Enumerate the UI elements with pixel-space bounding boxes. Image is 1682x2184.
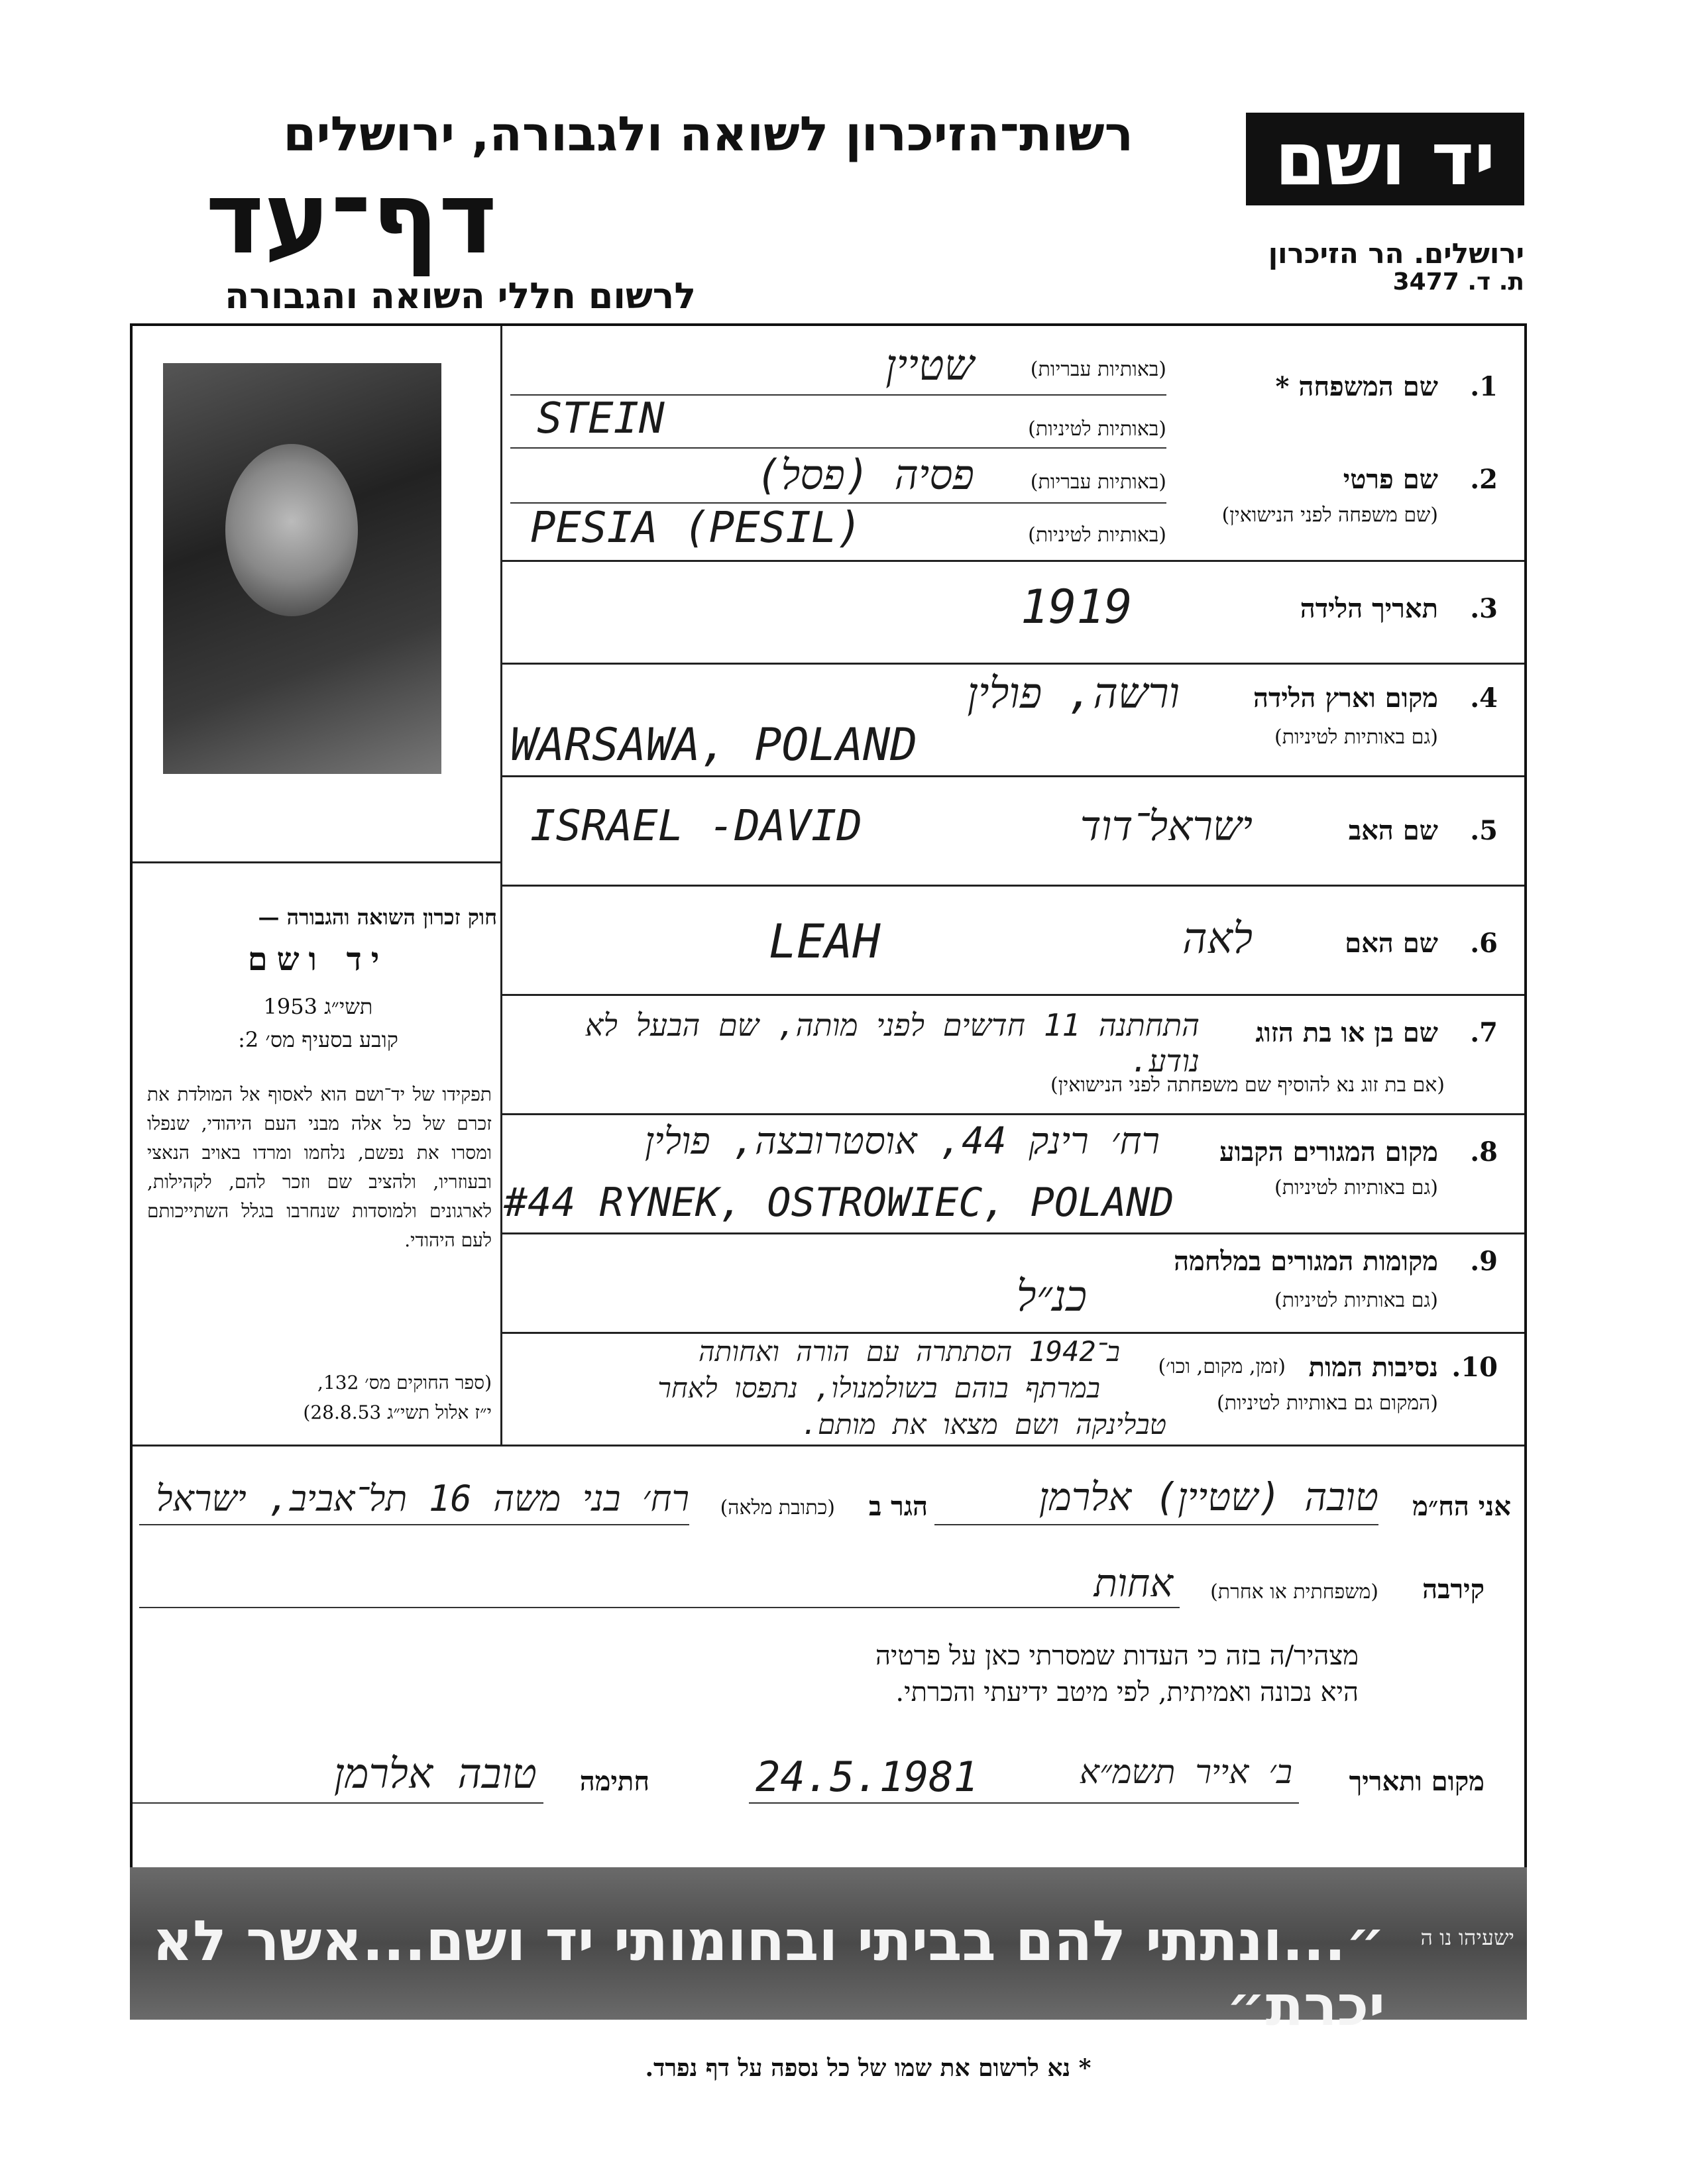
- logo-address: ירושלים. הר הזיכרון: [1268, 237, 1524, 270]
- row-divider: [500, 1232, 1524, 1234]
- relation-hint: (משפחתית או אחרת): [1210, 1580, 1378, 1604]
- field-6-label: שם האם: [1345, 928, 1438, 959]
- field-2-value-hebrew[interactable]: פסיה (פסל): [756, 451, 974, 499]
- field-9-value[interactable]: כנ״ל: [1016, 1272, 1087, 1321]
- footer-quote: ״...ונתתי להם בביתי ובחומותי יד ושם...אשר לא יכרת״: [152, 1908, 1385, 2038]
- field-10-line-2[interactable]: במרתף בוהם בשולמנולו, נתפסו לאחר: [657, 1372, 1100, 1404]
- field-6-value-hebrew[interactable]: לאה: [1182, 914, 1253, 963]
- field-10-number: 10.: [1451, 1352, 1498, 1383]
- law-reference-date: י״ז אלול תשי״ג 28.8.53): [303, 1401, 492, 1423]
- law-reference: (ספר החוקים מס׳ 132,: [317, 1372, 492, 1393]
- field-4-value-latin[interactable]: WARSAWA, POLAND: [510, 719, 918, 771]
- row-divider: [500, 560, 1524, 562]
- field-1-number: 1.: [1470, 371, 1498, 402]
- law-title: חוק זכרון השואה והגבורה —: [258, 904, 497, 930]
- field-7-number: 7.: [1470, 1017, 1498, 1048]
- page-subtitle: לרשום חללי השואה והגבורה: [225, 275, 696, 317]
- field-6-value-latin[interactable]: LEAH: [769, 914, 881, 969]
- field-10-sublabel: (המקום גם באותיות לטיניות): [1216, 1392, 1438, 1415]
- field-1-value-latin[interactable]: STEIN: [537, 394, 665, 443]
- authority-name: רשות־הזיכרון לשואה ולגבורה, ירושלים: [283, 106, 1133, 162]
- field-10-hint: (זמן, מקום, וכו׳): [1158, 1355, 1286, 1378]
- field-4-value-hebrew[interactable]: ורשה, פולין: [967, 669, 1180, 718]
- field-3-number: 3.: [1470, 593, 1498, 624]
- field-2-hint-hebrew: (באותיות עבריות): [1030, 470, 1166, 494]
- law-body: תפקידו של יד־ושם הוא לאסוף אל המולדת את זכרם של כל אלה מבני העם היהודי, שנפלו ומסרו את נפשם, נלחמו ומרדו באויב הנאצי ובעוזריו, ולהציב שם וזכר להם, לקהילות, לארגונים ולמוסדות שנחרבו בגלל השתייכותם לעם היהודי.: [147, 1083, 492, 1251]
- row-divider: [500, 1113, 1524, 1115]
- field-3-label: תאריך הלידה: [1300, 593, 1438, 624]
- declarant-address[interactable]: רח׳ בני משה 16 תל־אביב, ישראל: [156, 1478, 689, 1519]
- field-5-label: שם האב: [1348, 815, 1438, 846]
- field-7-value[interactable]: התחתנה 11 חדשים לפני מותה, שם הבעל לא נודע.: [585, 1007, 1200, 1079]
- field-2-hint-latin: (באותיות לטיניות): [1028, 523, 1166, 547]
- yad-vashem-logo: יד ושם: [1246, 113, 1524, 205]
- field-8-number: 8.: [1470, 1136, 1498, 1168]
- law-year: תשי״ג 1953: [263, 994, 373, 1019]
- field-8-value-hebrew[interactable]: רח׳ רינק 44, אוסטרובצה, פולין: [644, 1120, 1160, 1163]
- field-1-hint-hebrew: (באותיות עבריות): [1030, 358, 1166, 381]
- field-2-value-latin[interactable]: PESIA (PESIL): [530, 504, 862, 553]
- row-divider: [133, 1445, 1524, 1447]
- field-9-number: 9.: [1470, 1246, 1498, 1277]
- photo-divider: [133, 861, 500, 863]
- field-9-sublabel: (גם באותיות לטיניות): [1274, 1289, 1438, 1312]
- field-1-label: שם המשפחה *: [1275, 371, 1438, 402]
- portrait-face: [225, 444, 358, 616]
- field-3-value[interactable]: 1919: [1021, 580, 1133, 634]
- declarant-place-date[interactable]: ב׳ אייר תשמ״א: [1079, 1753, 1292, 1791]
- field-2-sublabel: (שם משפחה לפני הנישואין): [1221, 504, 1438, 527]
- field-8-sublabel: (גם באותיות לטיניות): [1274, 1176, 1438, 1199]
- declaration-line-1: מצהיר/ה בזה כי העדות שמסרתי כאן על פרטיה: [875, 1641, 1359, 1671]
- field-7-label: שם בן או בת הזוג: [1255, 1017, 1438, 1048]
- field-8-label: מקום המגורים הקבוע: [1219, 1136, 1438, 1168]
- field-5-value-hebrew[interactable]: ישראל־דוד: [1080, 802, 1253, 850]
- row-divider: [500, 885, 1524, 887]
- field-2-label: שם פרטי: [1343, 464, 1438, 495]
- declarant-relation[interactable]: אחות: [1093, 1560, 1173, 1606]
- declarant-date[interactable]: 24.5.1981: [756, 1753, 978, 1801]
- law-org: יד ושם: [247, 941, 389, 978]
- field-7-sublabel: (אם בת זוג נא להוסיף שם משפחתה לפני הנישואין): [1050, 1073, 1445, 1097]
- field-4-sublabel: (גם באותיות לטיניות): [1274, 726, 1438, 749]
- field-2-number: 2.: [1470, 464, 1498, 495]
- field-5-value-latin[interactable]: ISRAEL -DAVID: [530, 802, 862, 851]
- footer-source: ישעיהו נו ה: [1420, 1925, 1514, 1950]
- field-6-number: 6.: [1470, 928, 1498, 959]
- field-1-value-hebrew[interactable]: שטיין: [885, 341, 974, 390]
- field-5-number: 5.: [1470, 815, 1498, 846]
- field-4-label: מקום וארץ הלידה: [1253, 682, 1438, 714]
- row-divider: [500, 994, 1524, 996]
- field-8-value-latin[interactable]: #44 RYNEK, OSTROWIEC, POLAND: [504, 1179, 1174, 1226]
- field-1-hint-latin: (באותיות לטיניות): [1028, 417, 1166, 441]
- address-hint: (כתובת מלאה): [720, 1496, 835, 1519]
- field-10-line-3[interactable]: טבלינקה ושם מצאו את מותם.: [801, 1408, 1166, 1441]
- place-date-label: מקום ותאריך: [1349, 1766, 1485, 1797]
- field-10-label: נסיבות המות: [1308, 1352, 1438, 1383]
- field-4-number: 4.: [1470, 682, 1498, 714]
- row-divider: [500, 663, 1524, 665]
- declarant-name[interactable]: טובה (שטיין) אלרמן: [1038, 1474, 1378, 1519]
- field-9-label: מקומות המגורים במלחמה: [1174, 1246, 1438, 1277]
- declaration-line-2: היא נכונה ואמיתית, לפי מיטב ידיעתי והכרתי.: [895, 1677, 1359, 1708]
- lives-label: הגר ב: [868, 1491, 928, 1522]
- page-title: דף־עד: [205, 161, 497, 276]
- declarant-signature[interactable]: טובה אלרמן: [333, 1749, 537, 1798]
- logo-pobox: ת. ד. 3477: [1392, 268, 1524, 296]
- row-divider: [500, 775, 1524, 777]
- row-divider: [500, 1332, 1524, 1334]
- relation-label: קירבה: [1422, 1574, 1485, 1605]
- signature-label: חתימה: [579, 1766, 649, 1797]
- declarant-prefix: אני הח״מ: [1412, 1491, 1511, 1522]
- field-10-line-1[interactable]: ב־1942 הסתתרה עם הורה ואחותה: [699, 1335, 1120, 1368]
- footnote: * נא לרשום את שמו של כל נספה על דף נפרד.: [645, 2054, 1092, 2082]
- law-section: קובע בסעיף מס׳ 2:: [238, 1027, 398, 1052]
